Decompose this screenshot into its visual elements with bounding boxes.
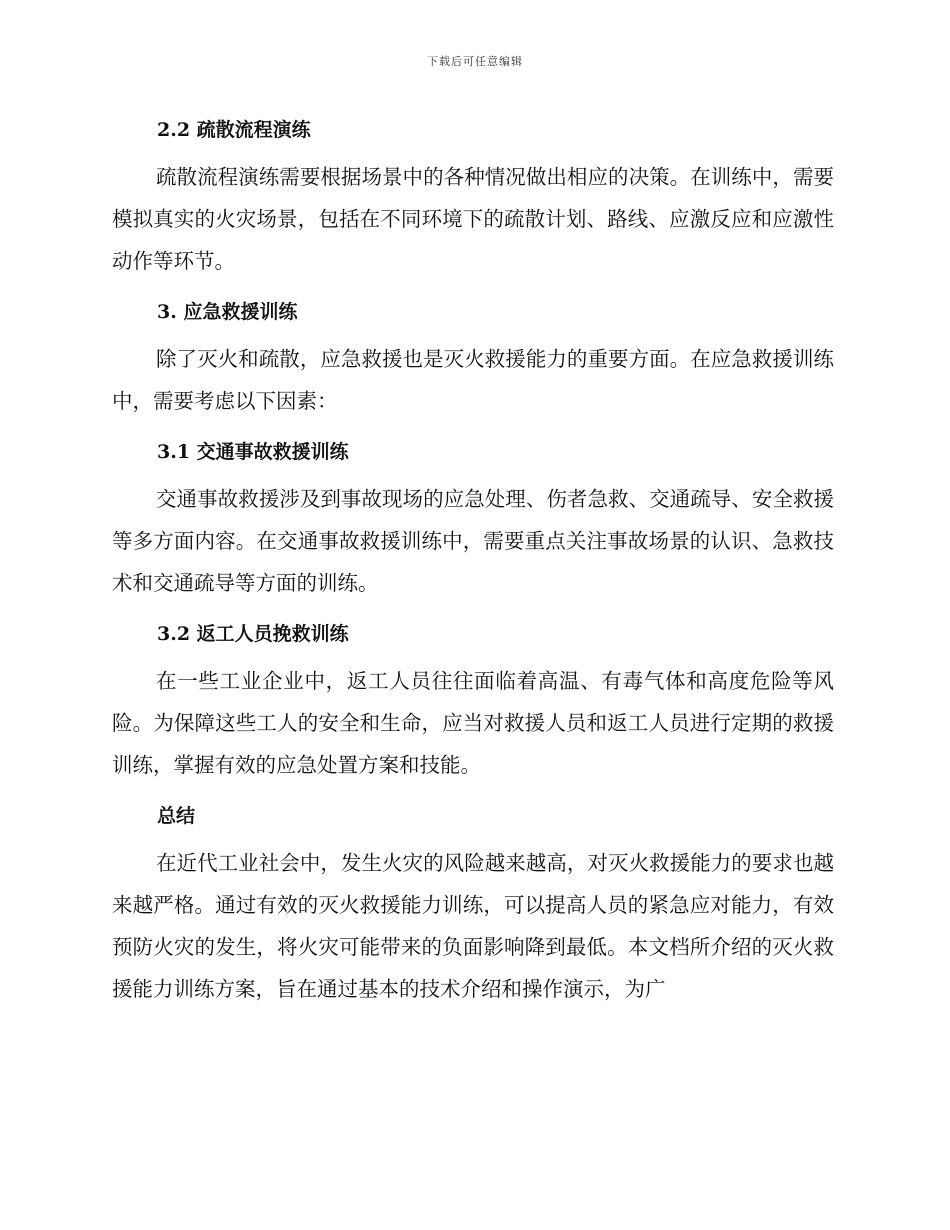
section-paragraph-summary: 在近代工业社会中，发生火灾的风险越来越高，对灭火救援能力的要求也越来越严格。通过有效的灭火救援能力训练，可以提高人员的紧急应对能力，有效预防火灾的发生，将火灾可能带来的负面影响降到最低。本文档所介绍的灭火救援能力训练方案，旨在通过基本的技术介绍和操作演示，为广 [112,851,834,1001]
section-heading-3-1: 3.1 交通事故救援训练 [157,441,349,463]
section-heading-3: 3. 应急救援训练 [157,301,298,323]
section-heading-3-2: 3.2 返工人员挽救训练 [157,623,349,645]
page-header: 下载后可任意编辑 [427,55,523,68]
section-heading-summary: 总结 [157,805,196,827]
section-paragraph-3-2: 在一些工业企业中，返工人员往往面临着高温、有毒气体和高度危险等风险。为保障这些工人的安全和生命，应当对救援人员和返工人员进行定期的救援训练，掌握有效的应急处置方案和技能。 [112,669,834,777]
section-paragraph-3-1: 交通事故救援涉及到事故现场的应急处理、伤者急救、交通疏导、安全救援等多方面内容。在交通事故救援训练中，需要重点关注事故场景的认识、急救技术和交通疏导等方面的训练。 [112,487,834,595]
section-paragraph-3: 除了灭火和疏散，应急救援也是灭火救援能力的重要方面。在应急救援训练中，需要考虑以下因素： [112,347,834,413]
document-body [112,110,834,1020]
section-paragraph-2-2: 疏散流程演练需要根据场景中的各种情况做出相应的决策。在训练中，需要模拟真实的火灾场景，包括在不同环境下的疏散计划、路线、应激反应和应激性动作等环节。 [112,165,834,273]
section-heading-2-2: 2.2 疏散流程演练 [157,119,311,141]
